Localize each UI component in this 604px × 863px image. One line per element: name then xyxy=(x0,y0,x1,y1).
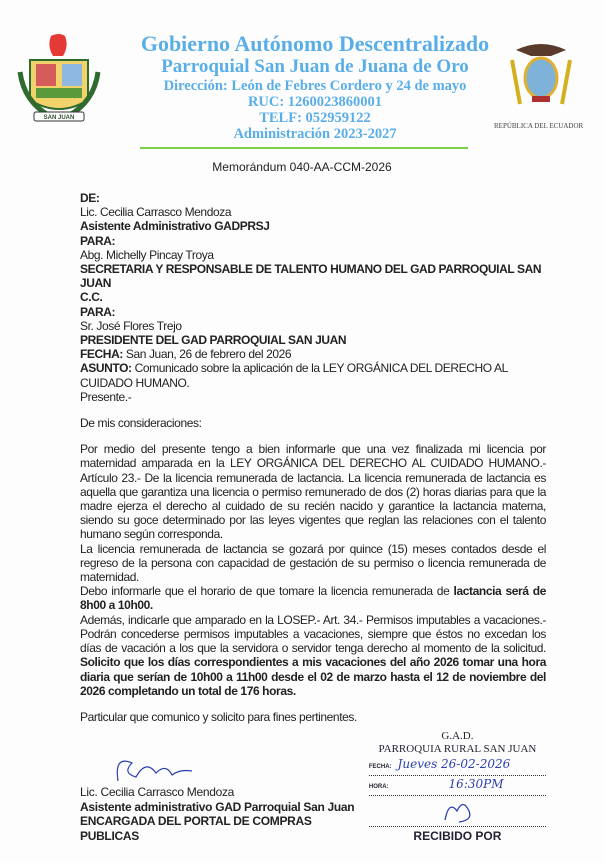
to-label: PARA: xyxy=(80,233,116,248)
from-name: Lic. Cecilia Carrasco Mendoza xyxy=(80,205,232,220)
cc-label: C.C. xyxy=(80,290,103,305)
letterhead xyxy=(120,32,510,142)
administration: Administración 2023-2027 xyxy=(233,126,397,142)
ruc: RUC: 1260023860001 xyxy=(247,94,383,110)
svg-text:SAN JUAN: SAN JUAN xyxy=(43,115,75,121)
parish-coat-of-arms-logo xyxy=(16,32,102,128)
cc-name: Sr. José Flores Trejo xyxy=(80,318,182,333)
ecuador-caption: REPÚBLICA DEL ECUADOR xyxy=(494,122,584,130)
phone: TELF: 052959122 xyxy=(259,110,371,126)
receiver-signature xyxy=(437,798,477,824)
to-name: Abg. Michelly Pincay Troya xyxy=(80,247,214,262)
paragraph: Por medio del presente tengo a bien informarle que una vez finalizada mi licencia por maternidad amparada en la LEY ORGÁNICA DEL DERECHO AL CUIDADO HUMANO.- Artículo 23.- De la licencia remunerada de lactancia. La licencia remunerada de lactancia es aquella que garantiza una licencia o permiso remunerado de dos (2) horas diarias para que la madre ejerza el derecho al cuidado de su recién nacido y garantice la lactancia materna, siendo su goce determinado por las leyes vigentes que reglan las relaciones con el talento humano según corresponda. xyxy=(80,442,546,542)
paragraph: Además, indicarle que amparado en la LOSEP.- Art. 34.- Permisos imputables a vacaciones.- Podrán concederse permisos imputables a vacaciones, siempre que éstos no excedan los días de vacación a los que la servidora o servidor tenga derecho al momento de la solicitud. Solicito que los días correspondientes a mis vacaciones del año 2026 tomar una hora diaria que serían de 10h00 a 11h00 desde el 02 de marzo hasta el 12 de noviembre del 2026 completando un total de 176 horas. xyxy=(80,612,546,698)
greeting: Presente.- xyxy=(80,389,132,404)
cc-to-label: PARA: xyxy=(80,304,116,319)
from-role: Asistente Administrativo GADPRSJ xyxy=(80,219,270,234)
to-role: SECRETARIA Y RESPONSABLE DE TALENTO HUMANO DEL GAD PARROQUIAL SAN JUAN xyxy=(80,262,542,291)
handwritten-date: Jueves 26-02-2026 xyxy=(397,757,511,772)
memo-number: Memorándum 040-AA-CCM-2026 xyxy=(212,160,392,174)
memo-body xyxy=(80,191,546,724)
subject-line: ASUNTO: Comunicado sobre la aplicación de la LEY ORGÁNICA DEL DERECHO AL CUIDADO HUMANO. xyxy=(80,361,508,390)
salutation: De mis consideraciones: xyxy=(80,416,202,431)
ecuador-coat-of-arms-logo xyxy=(506,40,576,110)
paragraph: Debo informarle que el horario de que tomare la licencia remunerada de lactancia será de 8h00 a 10h00. xyxy=(80,584,546,613)
signature-block: Lic. Cecilia Carrasco Mendoza Asistente administrativo GAD Parroquial San Juan ENCARGADA DEL PORTAL DE COMPRAS PUBLICAS xyxy=(80,785,355,843)
paragraph: La licencia remunerada de lactancia se gozará por quince (15) meses contados desde el regreso de la persona con capacidad de gestación de su permiso o licencia remunerada de maternidad. xyxy=(80,541,546,585)
closing-line: Particular que comunico y solicito para fines pertinentes. xyxy=(80,709,357,724)
date-line: FECHA: San Juan, 26 de febrero del 2026 xyxy=(80,347,292,362)
institution-name: Gobierno Autónomo Descentralizado xyxy=(140,31,490,56)
parish-name: Parroquial San Juan de Juana de Oro xyxy=(161,56,469,77)
header-divider xyxy=(140,147,468,149)
signature-area xyxy=(80,753,369,843)
address: Dirección: León de Febres Cordero y 24 de mayo xyxy=(163,78,467,94)
memo-footer xyxy=(80,730,546,843)
received-stamp: G.A.D. PARROQUIA RURAL SAN JUAN FECHA: Jueves 26-02-2026 HORA: 16:30PM RECIBIDO POR xyxy=(369,730,546,843)
sender-signature xyxy=(108,753,198,785)
handwritten-time: 16:30PM xyxy=(448,777,504,792)
cc-role: PRESIDENTE DEL GAD PARROQUIAL SAN JUAN xyxy=(80,333,347,348)
from-label: DE: xyxy=(80,191,100,205)
